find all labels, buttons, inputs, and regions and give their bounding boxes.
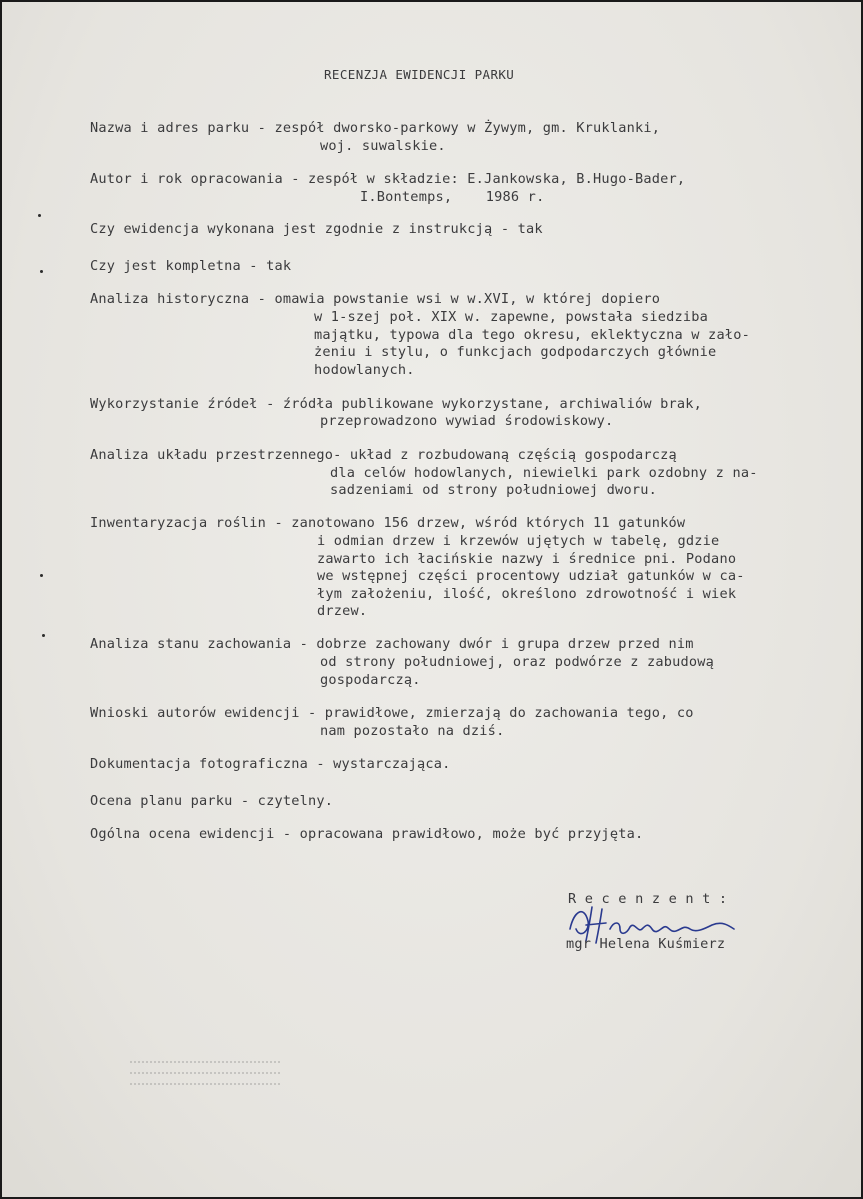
document-page xyxy=(2,2,861,1197)
signature-role: R e c e n z e n t : xyxy=(568,891,728,907)
text-line: Analiza stanu zachowania - dobrze zachowany dwór i grupa drzew przed nim xyxy=(90,636,694,652)
text-line: Wnioski autorów ewidencji - prawidłowe, zmierzają do zachowania tego, co xyxy=(90,705,694,721)
text-line: dla celów hodowlanych, niewielki park ozdobny z na- xyxy=(330,465,758,481)
text-line: Inwentaryzacja roślin - zanotowano 156 drzew, wśród których 11 gatunków xyxy=(90,515,686,531)
text-line: łym założeniu, ilość, określono zdrowotność i wiek xyxy=(317,586,737,602)
text-line: majątku, typowa dla tego okresu, eklektyczna w zało- xyxy=(314,327,750,343)
text-line: i odmian drzew i krzewów ujętych w tabelę, gdzie xyxy=(317,533,720,549)
text-line: Wykorzystanie źródeł - źródła publikowane wykorzystane, archiwaliów brak, xyxy=(90,396,703,412)
text-line: Nazwa i adres parku - zespół dworsko-parkowy w Żywym, gm. Kruklanki, xyxy=(90,120,661,136)
text-line: drzew. xyxy=(317,603,368,619)
document-title: RECENZJA EWIDENCJI PARKU xyxy=(324,67,515,82)
text-line: Czy ewidencja wykonana jest zgodnie z instrukcją - tak xyxy=(90,221,543,237)
text-line: Analiza historyczna - omawia powstanie wsi w w.XVI, w której dopiero xyxy=(90,291,661,307)
text-line: I.Bontemps, 1986 r. xyxy=(360,189,545,205)
text-line: gospodarczą. xyxy=(320,672,421,688)
text-line: w 1-szej poł. XIX w. zapewne, powstała siedziba xyxy=(314,309,709,325)
text-line: Analiza układu przestrzennego- układ z rozbudowaną częścią gospodarczą xyxy=(90,447,677,463)
text-line: Ogólna ocena ewidencji - opracowana prawidłowo, może być przyjęta. xyxy=(90,826,644,842)
text-line: we wstępnej części procentowy udział gatunków w ca- xyxy=(317,568,745,584)
text-line: nam pozostało na dziś. xyxy=(320,723,505,739)
text-line: żeniu i stylu, o funkcjach godpodarczych głównie xyxy=(314,344,717,360)
text-line: zawarto ich łacińskie nazwy i średnice pni. Podano xyxy=(317,551,737,567)
faint-stamp-residue xyxy=(130,1054,280,1100)
text-line: hodowlanych. xyxy=(314,362,415,378)
text-line: Ocena planu parku - czytelny. xyxy=(90,793,334,809)
text-line: woj. suwalskie. xyxy=(320,138,446,154)
reviewer-name: mgr Helena Kuśmierz xyxy=(566,936,726,952)
text-line: przeprowadzono wywiad środowiskowy. xyxy=(320,413,614,429)
text-line: Czy jest kompletna - tak xyxy=(90,258,292,274)
text-line: od strony południowej, oraz podwórze z zabudową xyxy=(320,654,715,670)
text-line: Dokumentacja fotograficzna - wystarczająca. xyxy=(90,756,451,772)
text-line: sadzeniami od strony południowej dworu. xyxy=(330,482,657,498)
text-line: Autor i rok opracowania - zespół w składzie: E.Jankowska, B.Hugo-Bader, xyxy=(90,171,686,187)
